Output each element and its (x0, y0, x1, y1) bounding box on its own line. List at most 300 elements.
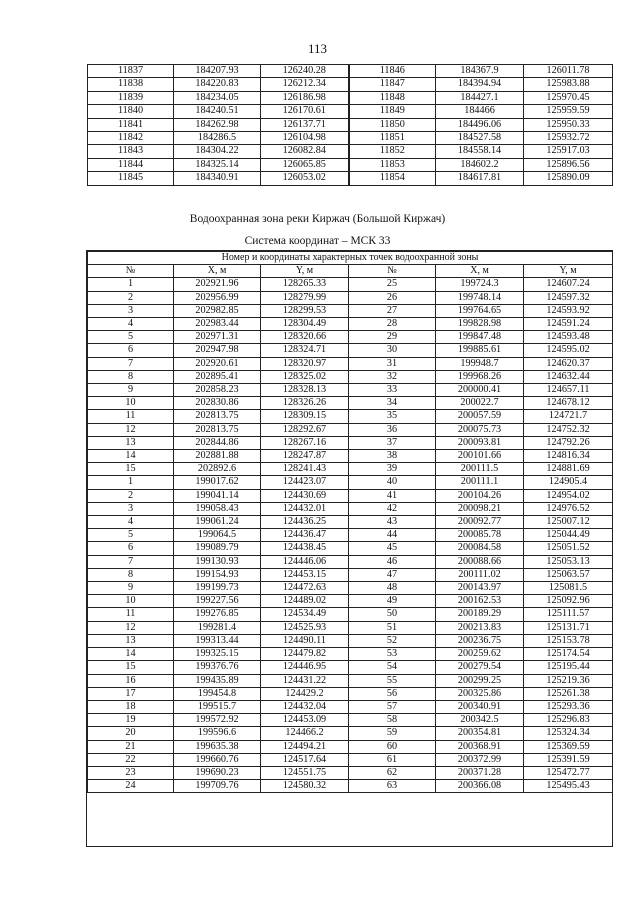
table-cell: 125950.33 (524, 118, 613, 131)
table-cell: 199847.48 (436, 331, 524, 344)
table-cell: 31 (349, 357, 436, 370)
table-cell: 125369.59 (524, 740, 613, 753)
table-cell: 200075.73 (436, 423, 524, 436)
table-row (88, 555, 613, 568)
table-row (88, 621, 613, 634)
column-header: № (349, 265, 436, 278)
table-cell: 126053.02 (261, 172, 349, 185)
table-cell: 11841 (88, 118, 174, 131)
table-row (88, 357, 613, 370)
table-cell: 199515.7 (174, 700, 261, 713)
table-cell: 5 (88, 331, 174, 344)
table-cell: 124432.04 (261, 700, 349, 713)
table-cell: 199089.79 (174, 542, 261, 555)
table-row (88, 450, 613, 463)
table-row (88, 397, 613, 410)
table-cell: 10 (88, 397, 174, 410)
table-cell: 44 (349, 529, 436, 542)
table-cell: 124494.21 (261, 740, 349, 753)
table-cell: 202813.75 (174, 423, 261, 436)
table-cell: 37 (349, 436, 436, 449)
table-cell: 124591.24 (524, 318, 613, 331)
table-row (88, 344, 613, 357)
table-row (88, 304, 613, 317)
table-cell: 199325.15 (174, 648, 261, 661)
table-cell: 184496.06 (436, 118, 524, 131)
table-cell: 50 (349, 608, 436, 621)
table-cell: 125983.88 (524, 78, 613, 91)
table-cell: 199635.38 (174, 740, 261, 753)
table-cell: 200325.86 (436, 687, 524, 700)
table-cell: 5 (88, 529, 174, 542)
table-cell: 49 (349, 595, 436, 608)
table-cell: 13 (88, 436, 174, 449)
table-cell: 202982.85 (174, 304, 261, 317)
table-cell: 6 (88, 542, 174, 555)
table-cell: 61 (349, 753, 436, 766)
table-cell: 124446.06 (261, 555, 349, 568)
table-cell: 11839 (88, 91, 174, 104)
table-cell: 199660.76 (174, 753, 261, 766)
table-cell: 17 (88, 687, 174, 700)
table-cell: 200342.5 (436, 714, 524, 727)
table-cell: 124632.44 (524, 370, 613, 383)
table-cell: 32 (349, 370, 436, 383)
table-cell: 34 (349, 397, 436, 410)
table-cell: 59 (349, 727, 436, 740)
table-row (88, 661, 613, 674)
table-cell: 11837 (88, 65, 174, 78)
table-cell: 30 (349, 344, 436, 357)
table-row (88, 740, 613, 753)
table-cell: 9 (88, 582, 174, 595)
table-cell: 125131.71 (524, 621, 613, 634)
table-cell: 200000.41 (436, 384, 524, 397)
table-cell: 126240.28 (261, 65, 349, 78)
table-cell: 124446.95 (261, 661, 349, 674)
table-cell: 39 (349, 463, 436, 476)
table-cell: 29 (349, 331, 436, 344)
table-cell: 200104.26 (436, 489, 524, 502)
table-cell: 124453.15 (261, 568, 349, 581)
table-cell: 199435.89 (174, 674, 261, 687)
table-row (88, 78, 613, 91)
table-cell: 19 (88, 714, 174, 727)
table-caption-row (88, 252, 613, 265)
table-cell: 125044.49 (524, 529, 613, 542)
table-cell: 184240.51 (174, 105, 261, 118)
table-cell: 11 (88, 410, 174, 423)
table-cell: 125932.72 (524, 132, 613, 145)
table-cell: 124881.69 (524, 463, 613, 476)
table-caption: Номер и координаты характерных точек водоохранной зоны (88, 252, 613, 265)
table-cell: 200279.54 (436, 661, 524, 674)
table-cell: 38 (349, 450, 436, 463)
table-cell: 200093.81 (436, 436, 524, 449)
table-cell: 202844.86 (174, 436, 261, 449)
table-cell: 125053.13 (524, 555, 613, 568)
table-cell: 124525.93 (261, 621, 349, 634)
table-row (88, 542, 613, 555)
table-cell: 200162.53 (436, 595, 524, 608)
table-cell: 200368.91 (436, 740, 524, 753)
table-cell: 15 (88, 463, 174, 476)
table-cell: 124430.69 (261, 489, 349, 502)
table-cell: 6 (88, 344, 174, 357)
table-cell: 199061.24 (174, 516, 261, 529)
table-cell: 128324.71 (261, 344, 349, 357)
table-row (88, 65, 613, 78)
column-header: Y, м (261, 265, 349, 278)
table-cell: 126186.98 (261, 91, 349, 104)
table-cell: 43 (349, 516, 436, 529)
table-cell: 200354.81 (436, 727, 524, 740)
table-cell: 42 (349, 502, 436, 515)
table-cell: 128328.13 (261, 384, 349, 397)
table-cell: 8 (88, 568, 174, 581)
table-cell: 200085.78 (436, 529, 524, 542)
table-cell: 199227.56 (174, 595, 261, 608)
table-cell: 202881.88 (174, 450, 261, 463)
table-cell: 15 (88, 661, 174, 674)
table-cell: 4 (88, 318, 174, 331)
table-row (88, 516, 613, 529)
table-cell: 128304.49 (261, 318, 349, 331)
table-cell: 124816.34 (524, 450, 613, 463)
table-cell: 184394.94 (436, 78, 524, 91)
table-row (88, 172, 613, 185)
table-cell: 128292.67 (261, 423, 349, 436)
table-cell: 8 (88, 370, 174, 383)
table-cell: 125472.77 (524, 766, 613, 779)
table-row (88, 105, 613, 118)
table-cell: 124595.02 (524, 344, 613, 357)
table-row (88, 91, 613, 104)
table-row (88, 370, 613, 383)
table-cell: 200057.59 (436, 410, 524, 423)
table-cell: 27 (349, 304, 436, 317)
table-cell: 125959.59 (524, 105, 613, 118)
table-cell: 200299.25 (436, 674, 524, 687)
table-cell: 125153.78 (524, 634, 613, 647)
table-cell: 199276.85 (174, 608, 261, 621)
table-cell: 184367.9 (436, 65, 524, 78)
table-cell: 14 (88, 648, 174, 661)
table-cell: 199017.62 (174, 476, 261, 489)
table-row (88, 476, 613, 489)
table-cell: 199376.76 (174, 661, 261, 674)
table-cell: 11851 (349, 132, 436, 145)
table-cell: 26 (349, 291, 436, 304)
table-cell: 199058.43 (174, 502, 261, 515)
table-cell: 63 (349, 780, 436, 793)
table-cell: 11850 (349, 118, 436, 131)
table-cell: 35 (349, 410, 436, 423)
table-row (88, 489, 613, 502)
table-cell: 125174.54 (524, 648, 613, 661)
table-cell: 128299.53 (261, 304, 349, 317)
table-cell: 200101.66 (436, 450, 524, 463)
table-cell: 199041.14 (174, 489, 261, 502)
table-header-row (88, 265, 613, 278)
table-cell: 128320.66 (261, 331, 349, 344)
table-cell: 124905.4 (524, 476, 613, 489)
table-cell: 184220.83 (174, 78, 261, 91)
table-cell: 13 (88, 634, 174, 647)
table-cell: 124472.63 (261, 582, 349, 595)
table-cell: 11845 (88, 172, 174, 185)
table-cell: 125391.59 (524, 753, 613, 766)
table-row (88, 118, 613, 131)
table-cell: 125917.03 (524, 145, 613, 158)
table-cell: 125081.5 (524, 582, 613, 595)
table-cell: 125007.12 (524, 516, 613, 529)
table-cell: 11849 (349, 105, 436, 118)
table-cell: 124432.01 (261, 502, 349, 515)
table-cell: 184234.05 (174, 91, 261, 104)
table-cell: 2 (88, 291, 174, 304)
table-row (88, 410, 613, 423)
table-cell: 126082.84 (261, 145, 349, 158)
table-cell: 200084.58 (436, 542, 524, 555)
table-cell: 11842 (88, 132, 174, 145)
table-cell: 202921.96 (174, 278, 261, 291)
table-cell: 11854 (349, 172, 436, 185)
table-row (88, 780, 613, 793)
table-cell: 124657.11 (524, 384, 613, 397)
table-cell: 200088.66 (436, 555, 524, 568)
table-row (88, 648, 613, 661)
table-cell: 11 (88, 608, 174, 621)
table-row (88, 291, 613, 304)
table-cell: 124551.75 (261, 766, 349, 779)
table-cell: 11838 (88, 78, 174, 91)
table-cell: 128325.02 (261, 370, 349, 383)
table-row (88, 700, 613, 713)
table-cell: 11847 (349, 78, 436, 91)
table-cell: 125092.96 (524, 595, 613, 608)
page-number: 113 (307, 41, 328, 56)
table-cell: 125063.57 (524, 568, 613, 581)
table-cell: 11843 (88, 145, 174, 158)
table-cell: 128247.87 (261, 450, 349, 463)
table-cell: 199724.3 (436, 278, 524, 291)
table-cell: 199130.93 (174, 555, 261, 568)
table-cell: 124976.52 (524, 502, 613, 515)
table-cell: 199764.65 (436, 304, 524, 317)
table-cell: 125324.34 (524, 727, 613, 740)
table-cell: 51 (349, 621, 436, 634)
table-cell: 202813.75 (174, 410, 261, 423)
table-row (88, 582, 613, 595)
table-cell: 202983.44 (174, 318, 261, 331)
table-cell: 60 (349, 740, 436, 753)
table-cell: 128267.16 (261, 436, 349, 449)
table-cell: 24 (88, 780, 174, 793)
table-cell: 200111.1 (436, 476, 524, 489)
table-row (88, 463, 613, 476)
table-cell: 124597.32 (524, 291, 613, 304)
table-cell: 126011.78 (524, 65, 613, 78)
table-cell: 20 (88, 727, 174, 740)
table-cell: 200111.5 (436, 463, 524, 476)
table-cell: 128279.99 (261, 291, 349, 304)
table-cell: 125296.83 (524, 714, 613, 727)
column-header: Y, м (524, 265, 613, 278)
coordinate-system-title: Система координат – МСК 33 (244, 235, 391, 247)
table-cell: 124954.02 (524, 489, 613, 502)
table-cell: 124620.37 (524, 357, 613, 370)
table-cell: 55 (349, 674, 436, 687)
table-row (88, 436, 613, 449)
table-cell: 125261.38 (524, 687, 613, 700)
table-cell: 199709.76 (174, 780, 261, 793)
table-cell: 199313.44 (174, 634, 261, 647)
table-row (88, 753, 613, 766)
zone-title: Водоохранная зона реки Киржач (Большой Киржач) (189, 213, 446, 225)
table-cell: 125111.57 (524, 608, 613, 621)
table-cell: 202947.98 (174, 344, 261, 357)
table-row (88, 145, 613, 158)
table-row (88, 714, 613, 727)
table-cell: 200189.29 (436, 608, 524, 621)
table-cell: 184602.2 (436, 158, 524, 171)
table-cell: 1 (88, 476, 174, 489)
table-row (88, 595, 613, 608)
table-cell: 199968.26 (436, 370, 524, 383)
table-row (88, 529, 613, 542)
table-cell: 202858.23 (174, 384, 261, 397)
table-cell: 10 (88, 595, 174, 608)
table-cell: 199690.23 (174, 766, 261, 779)
table-cell: 124517.64 (261, 753, 349, 766)
table-cell: 3 (88, 502, 174, 515)
table-cell: 200366.08 (436, 780, 524, 793)
table-cell: 126137.71 (261, 118, 349, 131)
table-cell: 200371.28 (436, 766, 524, 779)
table-cell: 124436.25 (261, 516, 349, 529)
table-cell: 33 (349, 384, 436, 397)
table-cell: 40 (349, 476, 436, 489)
table-cell: 200111.02 (436, 568, 524, 581)
table-cell: 184527.58 (436, 132, 524, 145)
table-cell: 62 (349, 766, 436, 779)
table-cell: 7 (88, 357, 174, 370)
table-row (88, 634, 613, 647)
table-row (88, 674, 613, 687)
table-cell: 199572.92 (174, 714, 261, 727)
table-cell: 200098.21 (436, 502, 524, 515)
table-cell: 199281.4 (174, 621, 261, 634)
table-cell: 128265.33 (261, 278, 349, 291)
table-row (88, 502, 613, 515)
table-cell: 58 (349, 714, 436, 727)
table-cell: 200143.97 (436, 582, 524, 595)
top-coordinates-table (87, 64, 613, 186)
table-cell: 14 (88, 450, 174, 463)
table-cell: 184286.5 (174, 132, 261, 145)
table-cell: 199154.93 (174, 568, 261, 581)
table-cell: 124593.48 (524, 331, 613, 344)
table-row (88, 158, 613, 171)
table-cell: 202830.86 (174, 397, 261, 410)
table-cell: 126104.98 (261, 132, 349, 145)
table-cell: 184262.98 (174, 118, 261, 131)
table-cell: 124479.82 (261, 648, 349, 661)
table-cell: 25 (349, 278, 436, 291)
table-cell: 124423.07 (261, 476, 349, 489)
table-cell: 199948.7 (436, 357, 524, 370)
table-cell: 126065.85 (261, 158, 349, 171)
column-header: X, м (174, 265, 261, 278)
table-cell: 184325.14 (174, 158, 261, 171)
table-cell: 200022.7 (436, 397, 524, 410)
table-cell: 57 (349, 700, 436, 713)
table-cell: 125896.56 (524, 158, 613, 171)
table-cell: 18 (88, 700, 174, 713)
table-row (88, 687, 613, 700)
table-cell: 48 (349, 582, 436, 595)
table-cell: 184466 (436, 105, 524, 118)
table-cell: 53 (349, 648, 436, 661)
table-cell: 124438.45 (261, 542, 349, 555)
table-cell: 200213.83 (436, 621, 524, 634)
table-cell: 200259.62 (436, 648, 524, 661)
table-cell: 199064.5 (174, 529, 261, 542)
table-cell: 199885.61 (436, 344, 524, 357)
table-cell: 2 (88, 489, 174, 502)
table-cell: 52 (349, 634, 436, 647)
table-cell: 200092.77 (436, 516, 524, 529)
table-cell: 11853 (349, 158, 436, 171)
table-row (88, 727, 613, 740)
table-cell: 11848 (349, 91, 436, 104)
table-cell: 7 (88, 555, 174, 568)
table-cell: 184427.1 (436, 91, 524, 104)
table-cell: 11852 (349, 145, 436, 158)
table-cell: 124453.09 (261, 714, 349, 727)
table-cell: 199199.73 (174, 582, 261, 595)
table-cell: 124593.92 (524, 304, 613, 317)
table-row (88, 423, 613, 436)
main-coordinates-table (87, 251, 613, 793)
table-cell: 124490.11 (261, 634, 349, 647)
table-cell: 47 (349, 568, 436, 581)
table-row (88, 331, 613, 344)
table-cell: 202895.41 (174, 370, 261, 383)
table-cell: 125219.36 (524, 674, 613, 687)
table-cell: 184207.93 (174, 65, 261, 78)
table-cell: 125970.45 (524, 91, 613, 104)
table-row (88, 278, 613, 291)
table-cell: 125890.09 (524, 172, 613, 185)
table-row (88, 766, 613, 779)
table-cell: 124429.2 (261, 687, 349, 700)
table-row (88, 318, 613, 331)
table-cell: 199454.8 (174, 687, 261, 700)
table-cell: 9 (88, 384, 174, 397)
table-cell: 184304.22 (174, 145, 261, 158)
table-row (88, 384, 613, 397)
table-cell: 199596.6 (174, 727, 261, 740)
table-cell: 124436.47 (261, 529, 349, 542)
table-cell: 125195.44 (524, 661, 613, 674)
table-cell: 124580.32 (261, 780, 349, 793)
table-cell: 128309.15 (261, 410, 349, 423)
table-cell: 128320.97 (261, 357, 349, 370)
table-cell: 202920.61 (174, 357, 261, 370)
table-cell: 124678.12 (524, 397, 613, 410)
